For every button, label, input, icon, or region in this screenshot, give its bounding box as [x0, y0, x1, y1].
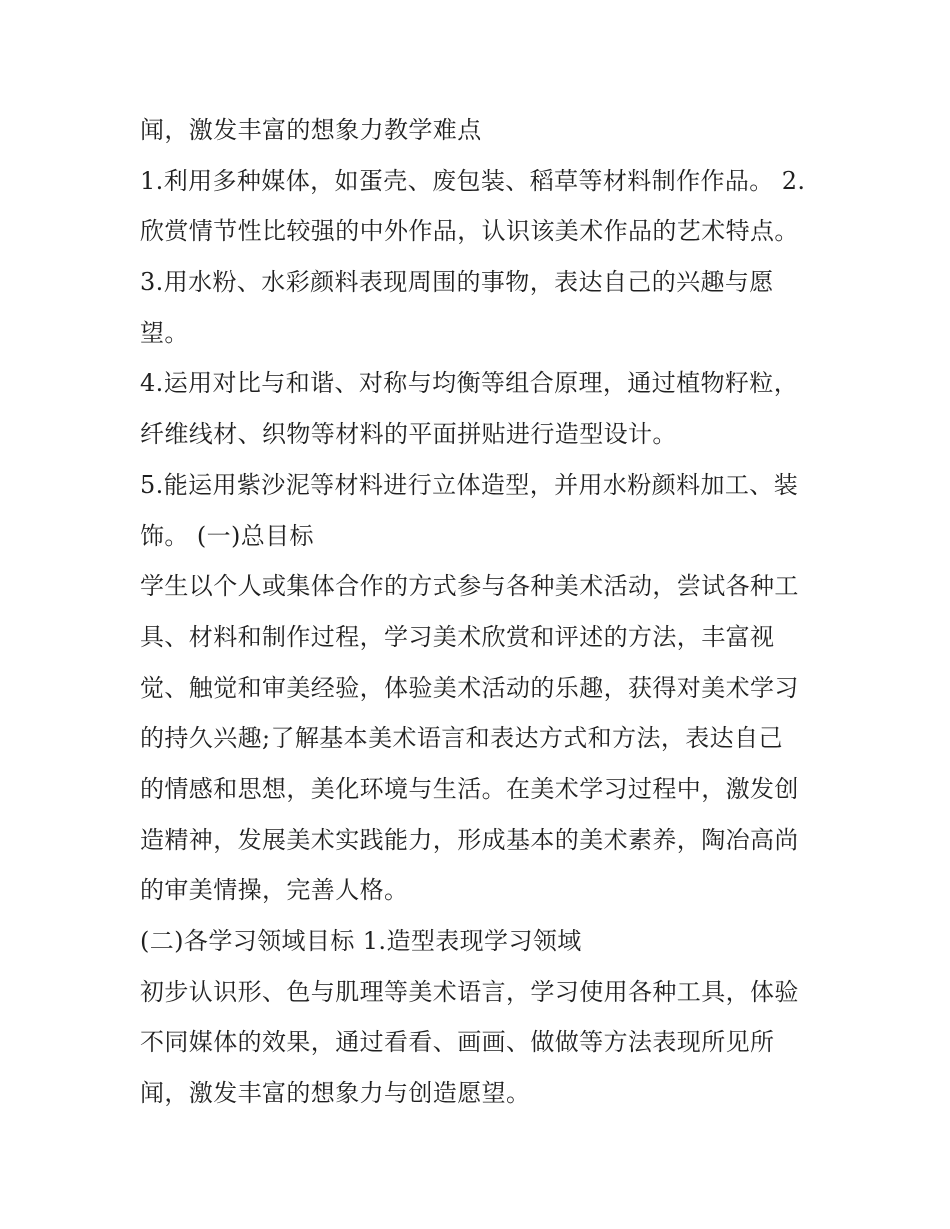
text-line: 5.能运用紫沙泥等材料进行立体造型，并用水粉颜料加工、装	[140, 470, 799, 499]
text-line: (二)各学习领域目标 1.造型表现学习领域	[140, 927, 582, 955]
text-line: 不同媒体的效果，通过看看、画画、做做等方法表现所见所	[140, 1028, 775, 1057]
text-line: 闻，激发丰富的想象力教学难点	[140, 116, 482, 144]
text-line: 闻，激发丰富的想象力与创造愿望。	[140, 1079, 531, 1108]
text-line: 饰。 (一)总目标	[140, 521, 314, 550]
text-line: 望。	[140, 318, 189, 347]
text-line: 纤维线材、织物等材料的平面拼贴进行造型设计。	[140, 420, 677, 449]
text-line: 的审美情操，完善人格。	[140, 876, 409, 905]
text-line: 学生以个人或集体合作的方式参与各种美术活动，尝试各种工	[140, 572, 799, 601]
text-line: 具、材料和制作过程，学习美术欣赏和评述的方法，丰富视	[140, 622, 775, 651]
text-line: 造精神，发展美术实践能力，形成基本的美术素养，陶冶高尚	[140, 825, 799, 854]
text-line: 觉、触觉和审美经验，体验美术活动的乐趣，获得对美术学习	[140, 673, 799, 702]
text-line: 初步认识形、色与肌理等美术语言，学习使用各种工具，体验	[140, 977, 799, 1006]
text-line: 欣赏情节性比较强的中外作品，认识该美术作品的艺术特点。	[140, 217, 799, 246]
text-line: 4.运用对比与和谐、对称与均衡等组合原理，通过植物籽粒，	[140, 369, 799, 398]
text-line: 的情感和思想，美化环境与生活。在美术学习过程中，激发创	[140, 774, 799, 803]
text-line: 3.用水粉、水彩颜料表现周围的事物，表达自己的兴趣与愿	[140, 268, 774, 297]
text-line: 的持久兴趣;了解基本美术语言和表达方式和方法，表达自己	[140, 724, 783, 753]
document-body	[140, 105, 830, 1119]
text-line: 1.利用多种媒体，如蛋壳、废包装、稻草等材料制作作品。 2.	[140, 166, 806, 195]
